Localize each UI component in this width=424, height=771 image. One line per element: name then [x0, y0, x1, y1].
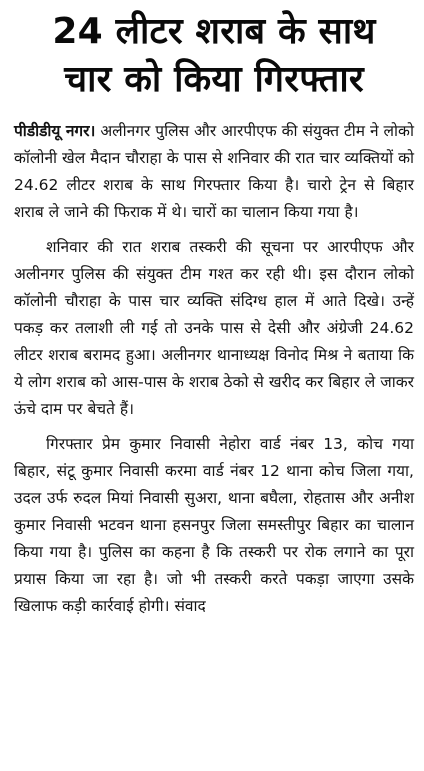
headline-line-2: चार को किया गिरफ्तार	[64, 59, 364, 100]
article-paragraph-2: शनिवार की रात शराब तस्करी की सूचना पर आरपीएफ और अलीनगर पुलिस की संयुक्त टीम गश्त कर रही थी। इस दौरान लोको कॉलोनी चौराहा के पास चार व्यक्ति संदिग्ध हाल में आते दिखे। उन्हें पकड़ कर तलाशी ली गई तो उनके पास से देसी और अंग्रेजी 24.62 लीटर शराब बरामद हुआ। अलीनगर थानाध्यक्ष विनोद मिश्र ने बताया कि ये लोग शराब को आस-पास के शराब ठेको से खरीद कर बिहार ले जाकर ऊंचे दाम पर बेचते हैं।	[14, 238, 414, 418]
dateline: पीडीडीयू नगर।	[14, 122, 96, 140]
article-paragraph-3: गिरफ्तार प्रेम कुमार निवासी नेहोरा वार्ड नंबर 13, कोच गया बिहार, संटू कुमार निवासी करमा वार्ड नंबर 12 थाना कोच जिला गया, उदल उर्फ रुदल मियां निवासी सुअरा, थाना बघैला, रोहतास और अनीश कुमार निवासी भटवन थाना हसनपुर जिला समस्तीपुर बिहार का चालान किया गया है। पुलिस का कहना है कि तस्करी पर रोक लगाने का पूरा प्रयास किया जा रहा है। जो भी तस्करी करते पकड़ा जाएगा उसके खिलाफ कड़ी कार्रवाई होगी। संवाद	[14, 435, 414, 615]
article-paragraph-1	[14, 118, 414, 226]
article-body	[14, 118, 414, 620]
headline-line-1: 24 लीटर शराब के साथ	[52, 11, 376, 52]
paragraph-1-text: अलीनगर पुलिस और आरपीएफ की संयुक्त टीम ने लोको कॉलोनी खेल मैदान चौराहा के पास से शनिवार की रात चार व्यक्तियों को 24.62 लीटर शराब के साथ गिरफ्तार किया है। चारो ट्रेन से बिहार शराब ले जाने की फिराक में थे। चारों का चालान किया गया है।	[14, 122, 414, 221]
headline	[14, 8, 414, 104]
